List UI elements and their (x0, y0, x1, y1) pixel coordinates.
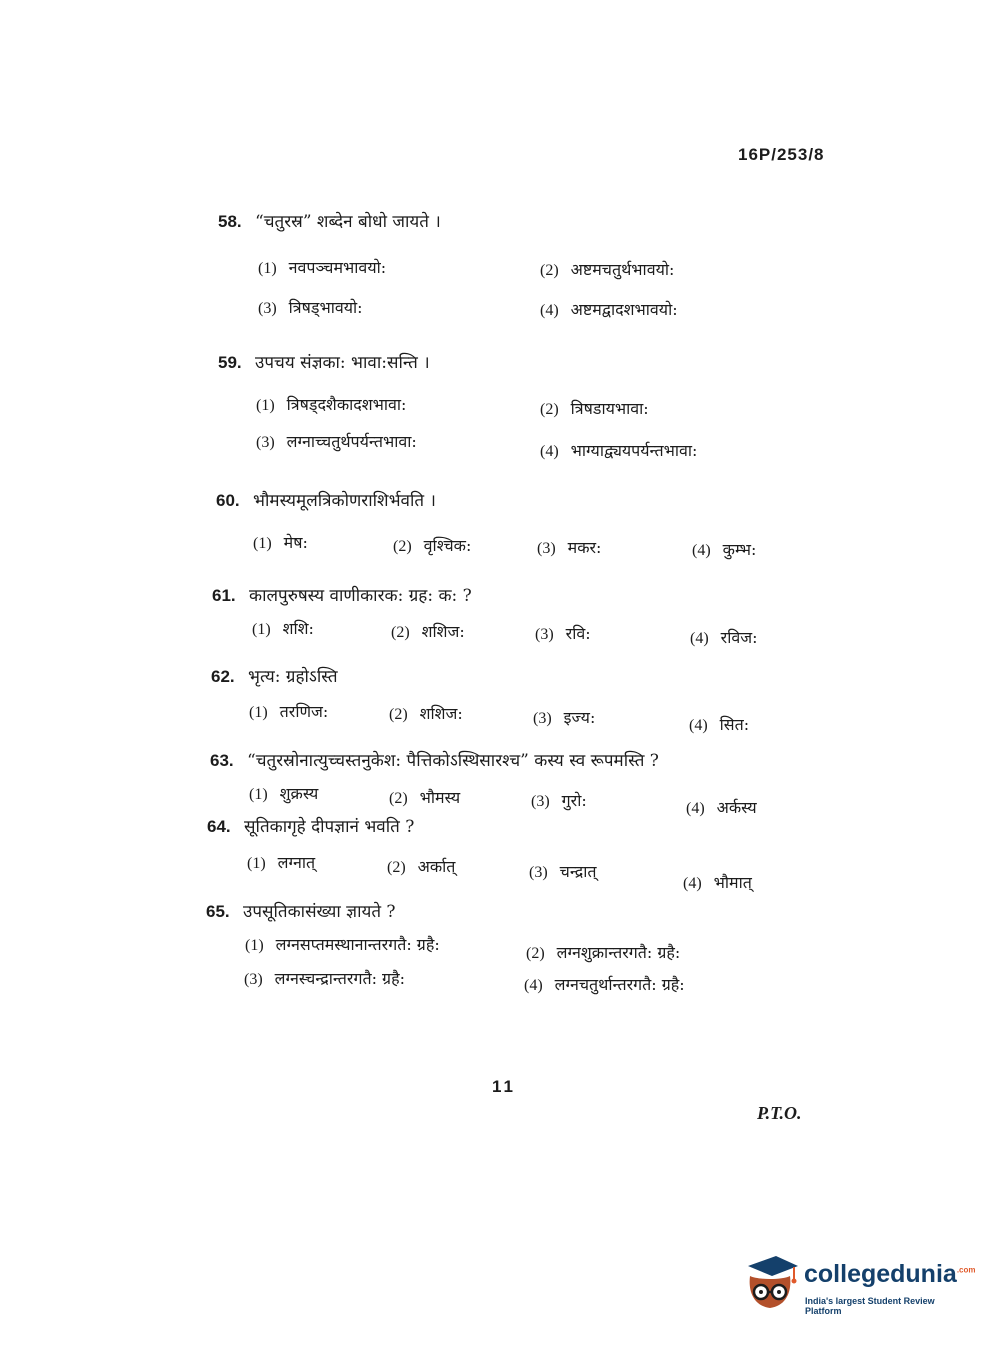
question-number: 59. (218, 353, 242, 372)
question-58 (218, 209, 441, 232)
option-65-4: (4) लग्नचतुर्थान्तरगतै: ग्रहै: (524, 975, 685, 994)
question-number: 58. (218, 212, 242, 231)
option-63-2: (2) भौमस्य (389, 788, 461, 807)
question-number: 63. (210, 751, 234, 770)
question-60 (216, 488, 436, 511)
logo-tagline: India's largest Student Review Platform (805, 1296, 935, 1316)
option-61-4: (4) रविज: (690, 628, 758, 647)
option-65-3: (3) लग्नस्चन्द्रान्तरगतै: ग्रहै: (244, 969, 405, 988)
option-64-3: (3) चन्द्रात् (529, 862, 597, 881)
question-text: कालपुरुषस्य वाणीकारक: ग्रह: क: ? (249, 586, 472, 606)
logo-wordmark: collegedunia$^{.com}$ (804, 1260, 976, 1288)
option-61-3: (3) रवि: (535, 624, 591, 643)
option-62-1: (1) तरणिज: (249, 702, 329, 721)
option-62-4: (4) सित: (689, 715, 750, 734)
option-60-3: (3) मकर: (537, 538, 602, 557)
option-62-2: (2) शशिज: (389, 704, 463, 723)
collegedunia-logo (742, 1252, 976, 1316)
page-number: 11 (492, 1077, 516, 1096)
question-text: भृत्य: ग्रहोऽस्ति (248, 667, 338, 687)
option-58-2: (2) अष्टमचतुर्थभावयो: (540, 260, 675, 279)
question-64 (207, 814, 414, 837)
question-number: 60. (216, 491, 240, 510)
question-text: उपचय संज्ञका: भावा:सन्ति । (255, 353, 430, 373)
option-59-2: (2) त्रिषडायभावा: (540, 399, 649, 418)
option-64-1: (1) लग्नात् (247, 853, 316, 872)
question-number: 65. (206, 902, 230, 921)
question-65 (206, 899, 396, 922)
option-59-1: (1) त्रिषड्दशैकादशभावा: (256, 395, 407, 414)
question-text: उपसूतिकासंख्या ज्ञायते ? (243, 902, 396, 922)
question-text: सूतिकागृहे दीपज्ञानं भवति ? (244, 817, 415, 837)
question-61 (212, 583, 472, 606)
paper-code: 16P/253/8 (738, 145, 825, 164)
option-63-3: (3) गुरो: (531, 791, 587, 810)
question-63 (210, 748, 659, 771)
option-59-4: (4) भाग्याद्व्ययपर्यन्तभावा: (540, 441, 698, 460)
option-62-3: (3) इज्य: (533, 708, 596, 727)
student-mascot-icon (742, 1252, 800, 1312)
question-number: 62. (211, 667, 235, 686)
option-61-2: (2) शशिज: (391, 622, 465, 641)
option-65-1: (1) लग्नसप्तमस्थानान्तरगतै: ग्रहै: (245, 935, 440, 954)
option-60-4: (4) कुम्भ: (692, 540, 757, 559)
option-60-1: (1) मेष: (253, 533, 308, 552)
question-number: 64. (207, 817, 231, 836)
question-text: भौमस्यमूलत्रिकोणराशिर्भवति । (253, 491, 436, 511)
question-59 (218, 350, 430, 373)
option-61-1: (1) शशि: (252, 619, 314, 638)
option-63-1: (1) शुक्रस्य (249, 784, 319, 803)
option-65-2: (2) लग्नशुक्रान्तरगतै: ग्रहै: (526, 943, 681, 962)
option-58-3: (3) त्रिषड्भावयो: (258, 298, 363, 317)
option-63-4: (4) अर्कस्य (686, 798, 757, 817)
question-text: “चतुरस्र” शब्देन बोधो जायते । (255, 212, 441, 232)
question-62 (211, 664, 338, 687)
option-58-4: (4) अष्टमद्वादशभावयो: (540, 300, 678, 319)
option-64-4: (4) भौमात् (683, 873, 752, 892)
option-58-1: (1) नवपञ्चमभावयो: (258, 258, 387, 277)
option-60-2: (2) वृश्चिक: (393, 536, 472, 555)
question-text: “चतुरस्रोनात्युच्चस्तनुकेश: पैत्तिकोऽस्थिसारश्च” कस्य स्व रूपमस्ति ? (247, 751, 659, 771)
question-number: 61. (212, 586, 236, 605)
option-59-3: (3) लग्नाच्चतुर्थपर्यन्तभावा: (256, 432, 417, 451)
pto-label: P.T.O. (757, 1103, 802, 1123)
option-64-2: (2) अर्कात् (387, 857, 456, 876)
